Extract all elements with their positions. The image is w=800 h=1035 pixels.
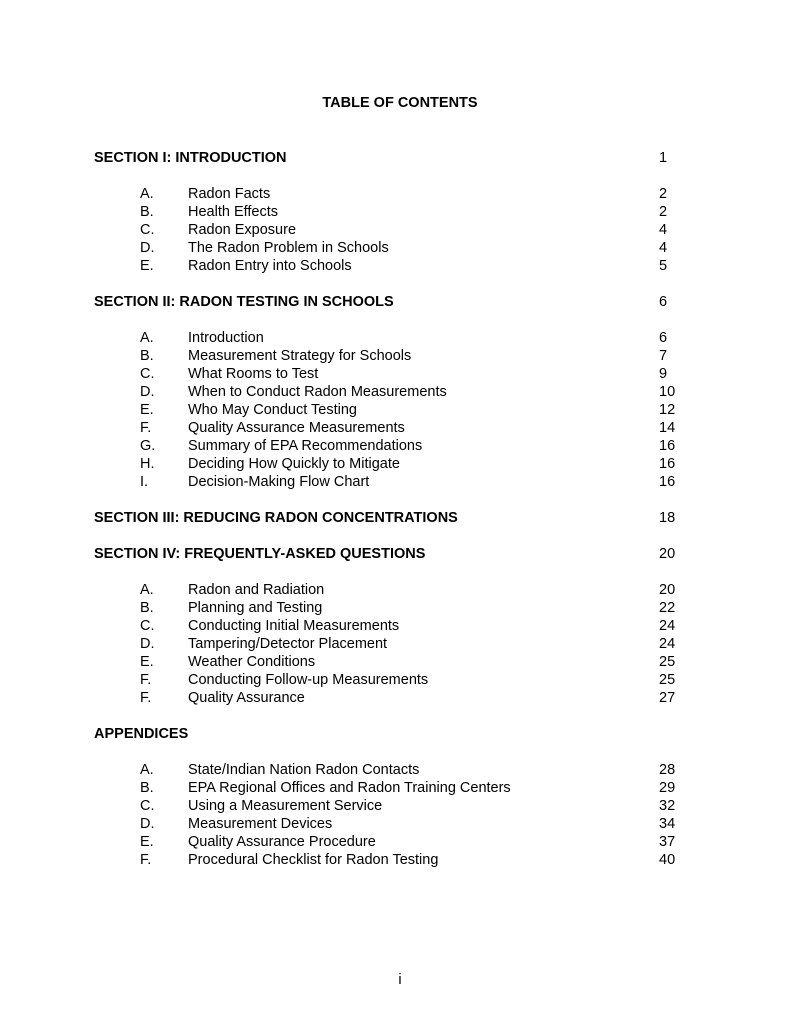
toc-entry bbox=[94, 221, 684, 239]
entry-page-number: 6 bbox=[659, 330, 668, 346]
toc-entry bbox=[94, 401, 684, 419]
entry-title: The Radon Problem in Schools bbox=[188, 240, 389, 256]
entry-title: When to Conduct Radon Measurements bbox=[188, 384, 447, 400]
toc-section-heading bbox=[94, 509, 684, 527]
toc-entry bbox=[94, 653, 684, 671]
entry-page-number: 4 bbox=[659, 222, 668, 238]
section-title: SECTION III: REDUCING RADON CONCENTRATIONS bbox=[94, 510, 458, 526]
entry-letter: F. bbox=[140, 672, 152, 688]
entry-page-number: 28 bbox=[659, 762, 676, 778]
toc-section-heading bbox=[94, 293, 684, 311]
entry-title: EPA Regional Offices and Radon Training Centers bbox=[188, 780, 511, 796]
section-page-number: 18 bbox=[659, 510, 676, 526]
entry-letter: B. bbox=[140, 600, 154, 616]
entry-page-number: 9 bbox=[659, 366, 668, 382]
entry-title: Decision-Making Flow Chart bbox=[188, 474, 370, 490]
toc-section-heading bbox=[94, 545, 684, 563]
entry-page-number: 27 bbox=[659, 690, 676, 706]
entry-page-number: 34 bbox=[659, 816, 676, 832]
toc-entry bbox=[94, 365, 684, 383]
entry-title: Quality Assurance bbox=[188, 690, 305, 706]
toc-entry bbox=[94, 257, 684, 275]
entry-page-number: 24 bbox=[659, 636, 676, 652]
section-page-number: 6 bbox=[659, 294, 668, 310]
section-page-number: 20 bbox=[659, 546, 676, 562]
entry-title: What Rooms to Test bbox=[188, 366, 319, 382]
entry-letter: B. bbox=[140, 780, 154, 796]
toc-entry bbox=[94, 635, 684, 653]
section-item-list bbox=[94, 761, 684, 869]
toc-entry bbox=[94, 851, 684, 869]
entry-page-number: 20 bbox=[659, 582, 676, 598]
section-item-list bbox=[94, 185, 684, 275]
entry-letter: D. bbox=[140, 636, 155, 652]
entry-letter: A. bbox=[140, 330, 154, 346]
entry-page-number: 29 bbox=[659, 780, 676, 796]
entry-page-number: 2 bbox=[659, 204, 668, 220]
entry-title: Radon Facts bbox=[188, 186, 271, 202]
entry-title: Radon Exposure bbox=[188, 222, 297, 238]
entry-page-number: 32 bbox=[659, 798, 676, 814]
entry-letter: A. bbox=[140, 186, 154, 202]
entry-page-number: 16 bbox=[659, 474, 676, 490]
toc-entry bbox=[94, 347, 684, 365]
entry-title: Planning and Testing bbox=[188, 600, 323, 616]
section-title: SECTION IV: FREQUENTLY-ASKED QUESTIONS bbox=[94, 546, 426, 562]
toc-entry bbox=[94, 383, 684, 401]
toc-entry bbox=[94, 581, 684, 599]
entry-letter: E. bbox=[140, 654, 154, 670]
toc-section-heading bbox=[94, 149, 684, 167]
toc-entry bbox=[94, 689, 684, 707]
entry-page-number: 16 bbox=[659, 438, 676, 454]
toc-entry bbox=[94, 473, 684, 491]
toc-entry bbox=[94, 203, 684, 221]
entry-letter: D. bbox=[140, 240, 155, 256]
toc-entry bbox=[94, 329, 684, 347]
entry-letter: B. bbox=[140, 348, 154, 364]
entry-page-number: 22 bbox=[659, 600, 676, 616]
toc-section-heading bbox=[94, 725, 684, 743]
toc-entry bbox=[94, 617, 684, 635]
toc-entry bbox=[94, 761, 684, 779]
entry-letter: I. bbox=[140, 474, 149, 490]
section-title: APPENDICES bbox=[94, 726, 189, 742]
entry-letter: D. bbox=[140, 384, 155, 400]
section-title: SECTION II: RADON TESTING IN SCHOOLS bbox=[94, 294, 394, 310]
toc-entry bbox=[94, 833, 684, 851]
toc-entry bbox=[94, 455, 684, 473]
entry-letter: F. bbox=[140, 690, 152, 706]
entry-title: Measurement Strategy for Schools bbox=[188, 348, 412, 364]
entry-title: Quality Assurance Procedure bbox=[188, 834, 376, 850]
entry-letter: H. bbox=[140, 456, 155, 472]
entry-letter: A. bbox=[140, 762, 154, 778]
entry-letter: C. bbox=[140, 366, 155, 382]
entry-letter: F. bbox=[140, 420, 152, 436]
toc-entry bbox=[94, 599, 684, 617]
entry-page-number: 12 bbox=[659, 402, 676, 418]
page-number: i bbox=[398, 972, 402, 988]
section-title: SECTION I: INTRODUCTION bbox=[94, 150, 287, 166]
toc-entry bbox=[94, 419, 684, 437]
entry-title: Using a Measurement Service bbox=[188, 798, 383, 814]
entry-letter: B. bbox=[140, 204, 154, 220]
entry-letter: C. bbox=[140, 222, 155, 238]
entry-page-number: 16 bbox=[659, 456, 676, 472]
entry-page-number: 5 bbox=[659, 258, 668, 274]
entry-title: Tampering/Detector Placement bbox=[188, 636, 388, 652]
entry-page-number: 14 bbox=[659, 420, 676, 436]
page-title: TABLE OF CONTENTS bbox=[322, 95, 478, 111]
entry-letter: E. bbox=[140, 834, 154, 850]
entry-title: Conducting Follow-up Measurements bbox=[188, 672, 429, 688]
table-of-contents bbox=[94, 149, 684, 887]
entry-title: Health Effects bbox=[188, 204, 279, 220]
entry-letter: D. bbox=[140, 816, 155, 832]
entry-letter: E. bbox=[140, 258, 154, 274]
entry-letter: F. bbox=[140, 852, 152, 868]
toc-entry bbox=[94, 797, 684, 815]
entry-page-number: 4 bbox=[659, 240, 668, 256]
toc-entry bbox=[94, 437, 684, 455]
entry-letter: G. bbox=[140, 438, 156, 454]
section-item-list bbox=[94, 329, 684, 491]
entry-title: Radon and Radiation bbox=[188, 582, 325, 598]
entry-letter: C. bbox=[140, 798, 155, 814]
section-item-list bbox=[94, 581, 684, 707]
section-page-number: 1 bbox=[659, 150, 668, 166]
entry-letter: A. bbox=[140, 582, 154, 598]
entry-title: Conducting Initial Measurements bbox=[188, 618, 400, 634]
entry-title: Procedural Checklist for Radon Testing bbox=[188, 852, 439, 868]
toc-entry bbox=[94, 671, 684, 689]
entry-letter: C. bbox=[140, 618, 155, 634]
entry-letter: E. bbox=[140, 402, 154, 418]
entry-page-number: 25 bbox=[659, 672, 676, 688]
entry-page-number: 7 bbox=[659, 348, 668, 364]
entry-page-number: 24 bbox=[659, 618, 676, 634]
entry-title: Measurement Devices bbox=[188, 816, 333, 832]
toc-entry bbox=[94, 185, 684, 203]
toc-entry bbox=[94, 239, 684, 257]
entry-page-number: 25 bbox=[659, 654, 676, 670]
entry-title: Introduction bbox=[188, 330, 264, 346]
entry-title: Deciding How Quickly to Mitigate bbox=[188, 456, 400, 472]
entry-title: Summary of EPA Recommendations bbox=[188, 438, 423, 454]
entry-title: Radon Entry into Schools bbox=[188, 258, 352, 274]
entry-title: Who May Conduct Testing bbox=[188, 402, 357, 418]
entry-title: State/Indian Nation Radon Contacts bbox=[188, 762, 420, 778]
entry-page-number: 2 bbox=[659, 186, 668, 202]
entry-page-number: 10 bbox=[659, 384, 676, 400]
toc-entry bbox=[94, 779, 684, 797]
entry-title: Weather Conditions bbox=[188, 654, 316, 670]
entry-page-number: 37 bbox=[659, 834, 676, 850]
entry-page-number: 40 bbox=[659, 852, 676, 868]
entry-title: Quality Assurance Measurements bbox=[188, 420, 405, 436]
toc-entry bbox=[94, 815, 684, 833]
